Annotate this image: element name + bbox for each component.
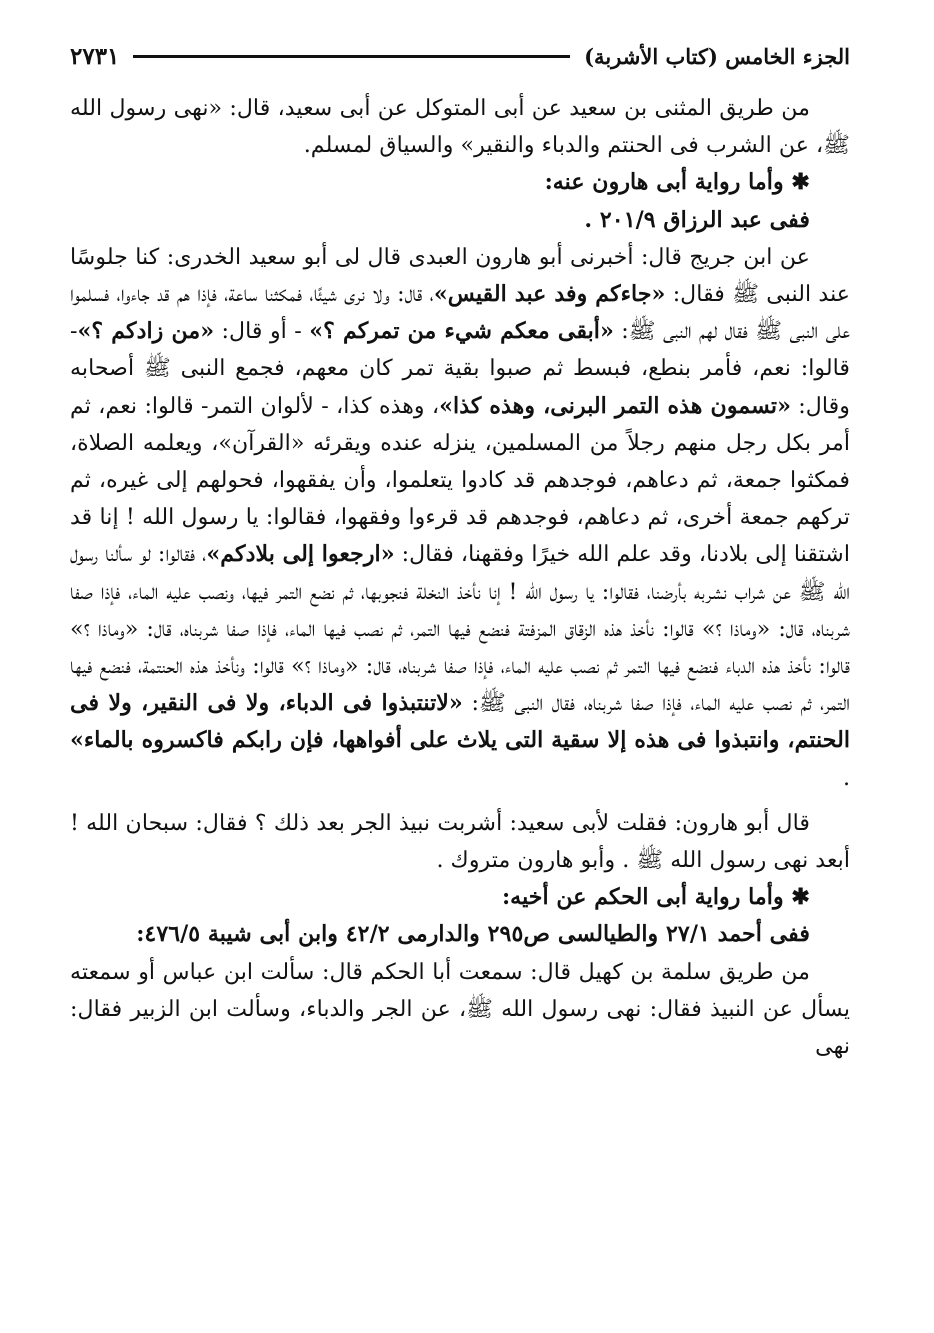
body-text bbox=[70, 90, 850, 1065]
paragraph-2 bbox=[70, 239, 850, 797]
book-page bbox=[70, 38, 850, 1308]
running-head-title: الجزء الخامس (كتاب الأشربة) bbox=[584, 43, 850, 69]
p2-quote-zad: «من زادكم ؟» bbox=[77, 318, 215, 345]
p2-quote-tamr: «أبقى معكم شيء من تمركم ؟» bbox=[309, 318, 614, 345]
page-number: ٢٧٣١ bbox=[70, 42, 120, 70]
header-rule bbox=[133, 55, 570, 58]
running-head bbox=[70, 38, 850, 74]
p2-quote-wafd: «جاءكم وفد عبد القيس» bbox=[433, 281, 666, 308]
section-heading-abu-harun: ✱ وأما رواية أبى هارون عنه: bbox=[544, 169, 810, 196]
source-citation-2: ففى أحمد ٢٧/١ والطيالسى ص٢٩٥ والدارمى ٤٢/٢ وابن أبى شيبة ٤٧٦/٥: bbox=[136, 921, 810, 948]
paragraph-3: قال أبو هارون: فقلت لأبى سعيد: أشربت نبيذ الجر بعد ذلك ؟ فقال: سبحان الله ! أبعد نهى رسول الله ﷺ . وأبو هارون متروك . bbox=[70, 809, 850, 874]
p2-text-a: عن ابن جريج قال: أخبرنى أبو هارون العبدى قال لى أبو سعيد الخدرى: كنا جلوسًا عند النبى ﷺ فقال: bbox=[70, 243, 850, 308]
p2-quote-la-tantabidhu: «لاتنتبذوا فى الدباء، ولا فى النقير، ولا فى الحنتم، وانتبذوا فى هذه إلا سقية التى يلاث على أفواهها، فإن رابكم فاكسروه بالماء» bbox=[70, 690, 850, 754]
p2-text-g: - قالوا: نعم، فأمر بنطع، فبسط ثم صبوا بقية تمر كان معهم، فجمع النبى ﷺ أصحابه وقال: bbox=[70, 318, 850, 419]
p2-quote-barni: «تسمون هذه التمر البرنى، وهذه كذا» bbox=[439, 392, 791, 419]
p2-text-e: - أو قال: bbox=[214, 318, 310, 345]
p2-text-i: ، وهذه كذا، - لألوان التمر- قالوا: نعم، ثم أمر بكل رجل منهم رجلاً من المسلمين، ينزله عنده ويقرئه «القرآن»، ويعلمه الصلاة، فمكثوا جمعة، ثم دعاهم، فوجدهم قد كادوا يتعلموا، وأن يفقهوا، فحولهم إلى غيره، ثم تركهم جمعة أخرى، ثم دعاهم، فوجدهم قد قرءوا وفقهوا، فقالوا: يا رسول الله ! إنا قد اشتقنا إلى بلادنا، وقد علم الله خيرًا وفقهنا، فقال: bbox=[70, 392, 851, 568]
p2-quote-irjiu: «ارجعوا إلى بلادكم» bbox=[206, 541, 395, 568]
section-heading-abu-al-hakam: ✱ وأما رواية أبى الحكم عن أخيه: bbox=[501, 884, 810, 911]
source-citation-1: ففى عبد الرزاق ٢٠١/٩ . bbox=[584, 206, 810, 233]
paragraph-1: من طريق المثنى بن سعيد عن أبى المتوكل عن أبى سعيد، قال: «نهى رسول الله ﷺ، عن الشرب فى الحنتم والدباء والنقير» والسياق لمسلم. bbox=[70, 95, 850, 159]
p2-text-k: ، فقالوا: لو سألنا رسول الله ﷺ عن شراب نشربه بأرضنا، فقالوا: يا رسول الله ! إنا نأخذ النخلة فنجوبها، ثم نضع التمر فيها، ونصب عليه الماء، فإذا صفا شربناه، قال: «وماذا ؟» قالوا: نأخذ هذه الزقاق المزفتة فنضع فيها التمر، ثم نصب فيها الماء، فإذا صفا شربناه، قال: «وماذا ؟» قالوا: نأخذ هذه الدباء فنضع فيها التمر ثم نصب عليه الماء، فإذا صفا شربناه، قال: «وماذا ؟» قالوا: ونأخذ هذه الحنتمة، فنضع فيها التمر، ثم نصب عليه الماء، فإذا صفا شربناه، فقال النبى ﷺ: bbox=[70, 541, 850, 717]
paragraph-4: من طريق سلمة بن كهيل قال: سمعت أبا الحكم قال: سألت ابن عباس أو سمعته يسأل عن النبيذ فقال: نهى رسول الله ﷺ، عن الجر والدباء، وسألت ابن الزبير فقال: نهى bbox=[70, 958, 850, 1060]
p2-text-m: . bbox=[842, 764, 850, 791]
p2-text-c: ، قال: ولا نرى شيئًا، فمكثنا ساعة، فإذا هم قد جاءوا، فسلموا على النبى ﷺ فقال لهم النبى ﷺ: bbox=[70, 281, 851, 345]
